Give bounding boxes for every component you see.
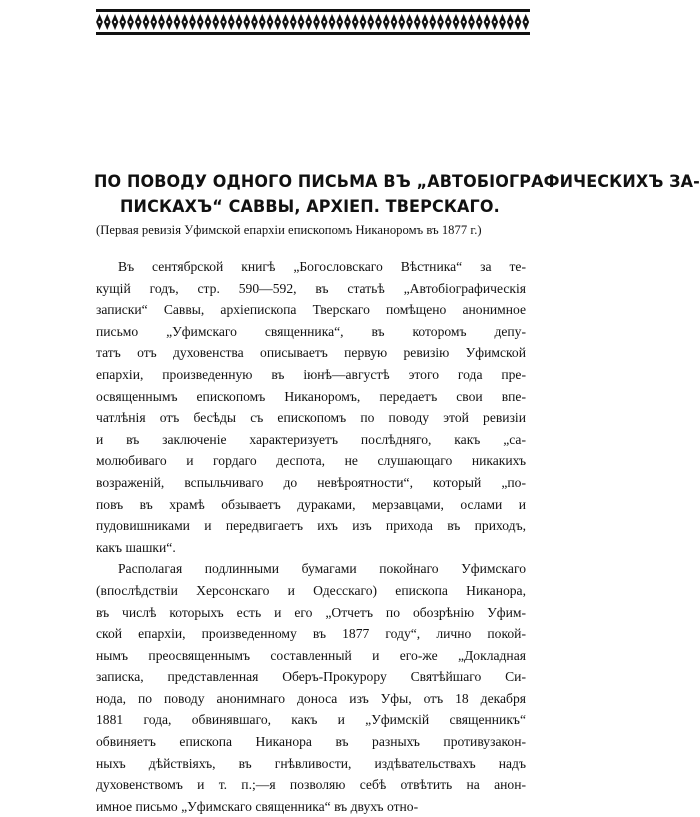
ornament-dot: [277, 21, 279, 23]
ornament-dot: [308, 21, 310, 23]
ornament-header-band: [96, 9, 530, 35]
ornament-dot: [207, 21, 209, 23]
ornament-dot: [509, 21, 511, 23]
ornament-dot: [385, 21, 387, 23]
ornament-dot: [253, 21, 255, 23]
ornament-dot: [137, 21, 139, 23]
ornament-dot: [447, 21, 449, 23]
ornament-dot: [238, 21, 240, 23]
text-line: освященнымъ епископомъ Никаноромъ, передаетъ свои впе-: [96, 388, 526, 404]
text-line: пудовишниками и передвигаетъ ихъ изъ прихода въ приходъ,: [96, 518, 526, 534]
ornament-dot: [501, 21, 503, 23]
text-line: Располагая подлинными бумагами покойнаго Уфимскаго: [118, 561, 526, 577]
ornament-dot: [122, 21, 124, 23]
text-line: ныхъ дѣйствіяхъ, въ гнѣвливости, издѣвательствахъ надъ: [96, 755, 526, 771]
text-line: записки“ Саввы, архіепископа Тверскаго помѣщено анонимное: [96, 302, 526, 318]
ornament-dot: [300, 21, 302, 23]
ornament-dot: [401, 21, 403, 23]
ornament-dot: [199, 21, 201, 23]
ornament-dot: [339, 21, 341, 23]
text-line: кущій годъ, стр. 590—592, въ статьѣ „Автобіографическія: [96, 280, 526, 296]
text-line: (впослѣдствіи Херсонскаго и Одесскаго) епископа Никанора,: [96, 582, 526, 598]
ornament-dot: [246, 21, 248, 23]
paragraph-2: [96, 558, 526, 817]
ornament-dot: [168, 21, 170, 23]
ornament-dot: [153, 21, 155, 23]
ornament-dot: [230, 21, 232, 23]
ornament-dot: [494, 21, 496, 23]
ornament-dot: [470, 21, 472, 23]
ornament-dot: [525, 21, 527, 23]
ornament-dot: [424, 21, 426, 23]
text-line: епархіи, произведенную въ іюнѣ—августѣ этого года пре-: [96, 366, 526, 382]
ornament-dot: [408, 21, 410, 23]
ornament-dot: [284, 21, 286, 23]
ornament-dot: [215, 21, 217, 23]
ornament-dot: [354, 21, 356, 23]
ornament-dot: [517, 21, 519, 23]
ornament-dot: [145, 21, 147, 23]
text-line: Въ сентябрской книгѣ „Богословскаго Вѣстника“ за те-: [118, 259, 526, 274]
ornament-dot: [393, 21, 395, 23]
ornament-dot: [129, 21, 131, 23]
ornament-dot: [114, 21, 116, 23]
article-body: [96, 256, 526, 817]
text-line: татъ отъ духовенства описываетъ первую ревизію Уфимской: [96, 345, 526, 361]
text-line: нымъ преосвященнымъ составленный и его-же „Докладная: [96, 647, 526, 663]
article-title: [94, 170, 700, 220]
article-title-line-1: ПО ПОВОДУ ОДНОГО ПИСЬМА ВЪ „АВТОБІОГРАФИЧЕСКИХЪ ЗА-: [94, 172, 700, 192]
ornament-dot: [370, 21, 372, 23]
ornament-dot: [346, 21, 348, 23]
text-line: духовенствомъ и т. п.;—я позволяю себѣ отвѣтить на анон-: [96, 777, 526, 793]
article-subtitle: (Первая ревизія Уфимской епархіи епископомъ Никаноромъ въ 1877 г.): [96, 223, 482, 237]
ornament-dot: [98, 21, 100, 23]
text-line: обвиняетъ епископа Никанора въ разныхъ противузакон-: [96, 734, 526, 750]
text-line: 1881 года, обвинявшаго, какъ и „Уфимскій священникъ“: [96, 712, 526, 728]
text-line: молюбиваго и гордаго деспота, не слушающаго никакихъ: [96, 453, 526, 469]
ornament-dot: [269, 21, 271, 23]
text-line: имное письмо „Уфимскаго священника“ въ двухъ отно-: [96, 798, 419, 814]
article-title-line-2: ПИСКАХЪ“ САВВЫ, АРХІЕП. ТВЕРСКАГО.: [120, 197, 500, 217]
ornament-dot: [315, 21, 317, 23]
ornament-dot: [455, 21, 457, 23]
ornament-dot: [261, 21, 263, 23]
text-line: возраженій, вспыльчиваго до невѣроятности“, который „по-: [96, 474, 526, 490]
ornament-dot: [292, 21, 294, 23]
paragraph-1: [96, 256, 526, 558]
text-line: нода, по поводу анонимнаго доноса изъ Уфы, отъ 18 декабря: [96, 690, 526, 706]
text-line: ской епархіи, произведенному въ 1877 году“, лично покой-: [96, 626, 526, 642]
text-line: и въ заключеніе характеризуетъ послѣдняго, какъ „са-: [96, 431, 526, 447]
ornament-dot: [377, 21, 379, 23]
ornament-dot: [160, 21, 162, 23]
ornament-dot: [416, 21, 418, 23]
ornament-dot: [323, 21, 325, 23]
text-line: чатлѣнія отъ бесѣды съ епископомъ по поводу этой ревизіи: [96, 410, 526, 426]
text-line: какъ шашки“.: [96, 539, 176, 555]
text-line: повъ въ храмѣ обзываетъ дураками, мерзавцами, ослами и: [96, 496, 526, 512]
ornament-dot: [486, 21, 488, 23]
text-line: въ числѣ которыхъ есть и его „Отчетъ по обозрѣнію Уфим-: [96, 604, 526, 620]
text-line: письмо „Уфимскаго священника“, въ которомъ депу-: [96, 323, 526, 339]
ornament-dot: [191, 21, 193, 23]
ornament-dot: [184, 21, 186, 23]
ornament-dot: [478, 21, 480, 23]
ornament-dot: [362, 21, 364, 23]
ornament-dot: [463, 21, 465, 23]
ornament-dot: [222, 21, 224, 23]
ornament-dot: [106, 21, 108, 23]
ornament-dot: [331, 21, 333, 23]
ornament-dot: [439, 21, 441, 23]
ornament-dot: [432, 21, 434, 23]
ornament-dot: [176, 21, 178, 23]
text-line: записка, представленная Оберъ-Прокурору Святѣйшаго Си-: [96, 669, 526, 685]
